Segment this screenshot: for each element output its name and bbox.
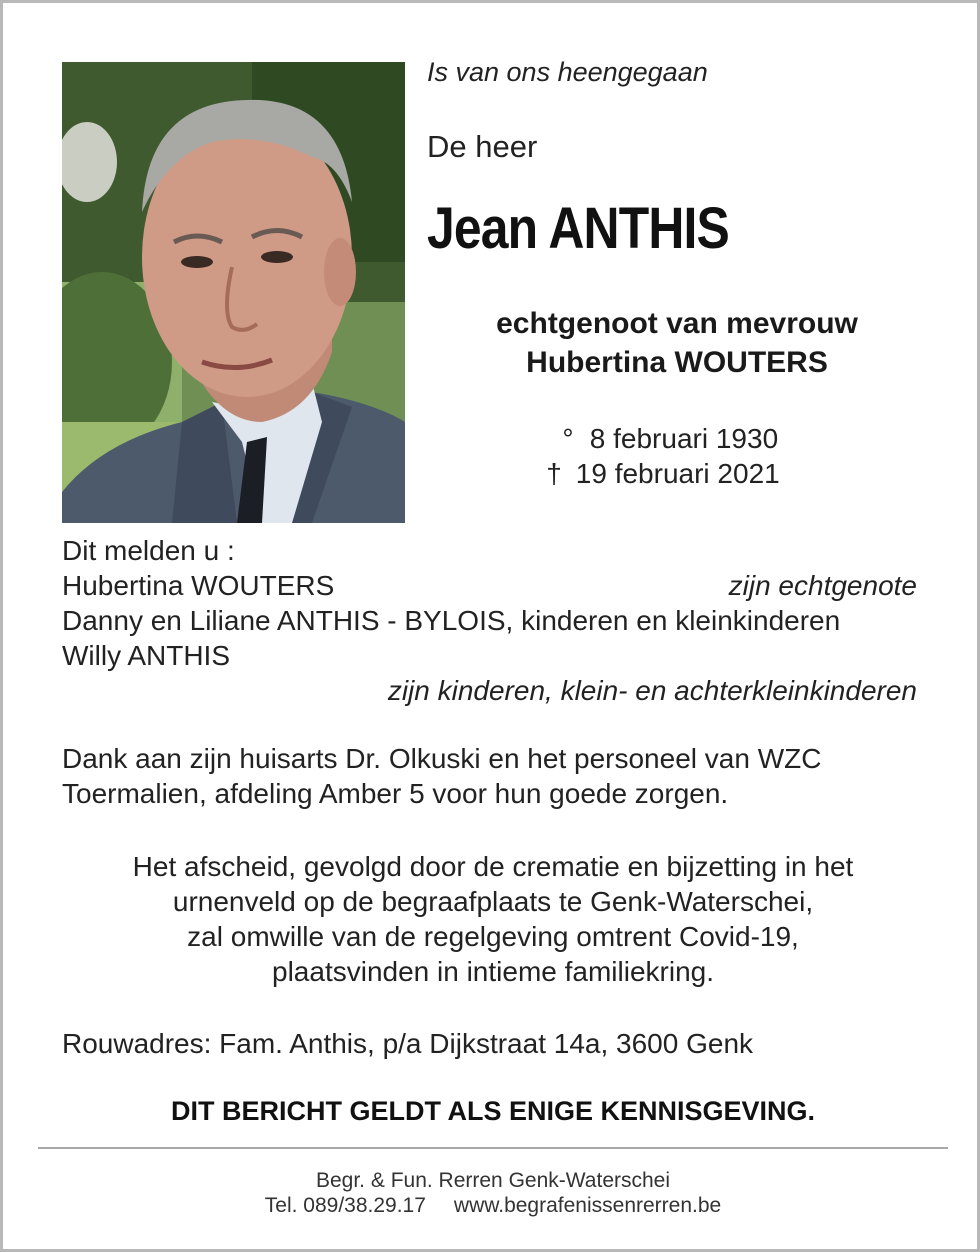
- spouse-line-1: echtgenoot van mevrouw: [496, 307, 858, 340]
- relative-1-role: zijn echtgenote: [728, 570, 917, 601]
- relative-3-role: zijn kinderen, klein- en achterkleinkinderen: [387, 675, 917, 706]
- farewell-line-4: plaatsvinden in intieme familiekring.: [272, 956, 714, 987]
- farewell-line-3: zal omwille van de regelgeving omtrent Covid-19,: [187, 921, 799, 952]
- funeral-company: Begr. & Fun. Rerren Genk-Waterschei: [315, 1169, 671, 1192]
- relative-3-name: Willy ANTHIS: [62, 640, 230, 671]
- portrait-photo: [62, 62, 405, 523]
- website-link[interactable]: www.begrafenissenrerren.be: [453, 1194, 722, 1217]
- footer-divider: [38, 1147, 948, 1149]
- birth-symbol: °: [562, 423, 574, 454]
- thanks-line-1: Dank aan zijn huisarts Dr. Olkuski en het personeel van WZC: [62, 743, 822, 774]
- honorific-title: De heer: [427, 129, 538, 164]
- intro-text: Is van ons heengegaan: [427, 57, 708, 87]
- birth-date-row: [554, 423, 778, 455]
- death-symbol: †: [546, 458, 562, 489]
- thanks-line-2: Toermalien, afdeling Amber 5 voor hun goede zorgen.: [62, 778, 729, 809]
- death-date: 19 februari 2021: [575, 458, 780, 489]
- death-date-row: [540, 458, 780, 490]
- birth-date: 8 februari 1930: [589, 423, 779, 454]
- spouse-line-2: Hubertina WOUTERS: [526, 346, 828, 379]
- farewell-line-1: Het afscheid, gevolgd door de crematie en bijzetting in het: [132, 851, 854, 882]
- announcement-intro: Dit melden u :: [62, 535, 235, 566]
- deceased-name: Jean ANTHIS: [427, 196, 729, 261]
- official-notice: DIT BERICHT GELDT ALS ENIGE KENNISGEVING.: [170, 1096, 816, 1126]
- mourning-address: Rouwadres: Fam. Anthis, p/a Dijkstraat 14a, 3600 Genk: [62, 1028, 754, 1059]
- farewell-line-2: urnenveld op de begraafplaats te Genk-Waterschei,: [172, 886, 814, 917]
- relative-2-name: Danny en Liliane ANTHIS - BYLOIS, kinderen en kleinkinderen: [62, 605, 841, 636]
- phone-number: Tel. 089/38.29.17: [264, 1194, 426, 1217]
- relative-1-name: Hubertina WOUTERS: [62, 570, 335, 601]
- contact-row: [3, 1194, 980, 1218]
